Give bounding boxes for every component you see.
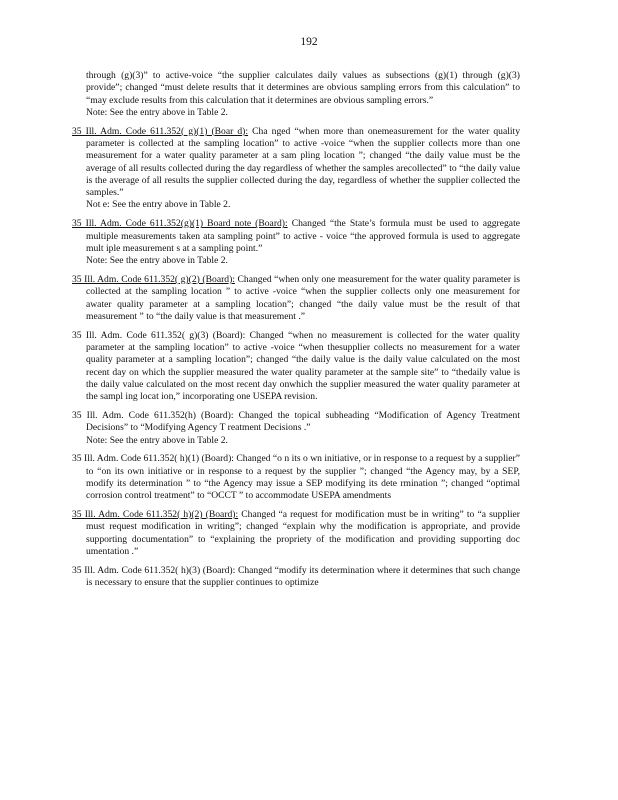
entry-611-352-g2 <box>72 274 520 323</box>
entry-note: Note: See the entry above in Table 2. <box>86 434 228 446</box>
entry-611-352-g1 <box>72 126 520 212</box>
entry-611-352-h <box>72 410 520 447</box>
entry-reference: 35 Ill. Adm. Code 611.352( h)(1) (Board): <box>72 453 234 465</box>
entry-continuation <box>72 70 520 119</box>
content <box>72 70 520 596</box>
entry-611-352-g3 <box>72 330 520 404</box>
entry-reference: 35 Ill. Adm. Code 611.352( g)(3) (Board): <box>72 329 246 341</box>
entry-text: Changed “when no measurement is collected for the water quality parameter at the sampling location” to active -voice “when thesupplier collects no measurement for a water quality parameter at a sampling location”; changed “the daily value is the daily value calculated on the most recent day on which the supplier measured the water quality parameter at the sample site” to “thedaily value is the daily value calculated on the most recent day onwhich the supplier measured the water quality parameter at the sampl ing locat ion,” incorporating one USEPA revision. <box>86 329 520 403</box>
entry-reference: 35 Ill. Adm. Code 611.352(h) (Board): <box>72 409 234 421</box>
entry-reference: 35 Ill. Adm. Code 611.352( h)(3) (Board): <box>72 564 236 576</box>
entry-text: Changed “o n its o wn initiative, or in response to a request by a supplier” to “on its own initiative or in response to a request by the supplier ”; changed “the Agency may, by a SEP, modify its determination ” to “the Agency may issue a SEP modifying its dete rmination ”; changed “optimal corrosion control treatment” to “OCCT ” to accommodate USEPA amendments <box>86 453 521 502</box>
entry-text: through (g)(3)” to active-voice “the supplier calculates daily values as subsections (g)(1) through (g)(3) provide”; changed “must delete results that it determines are obvious sampling errors from this calculation” to “may exclude results from this calculation that it determines are obvious sampling errors.” <box>86 70 520 106</box>
page-number: 192 <box>300 36 318 48</box>
entry-text: Changed “when only one measurement for the water quality parameter is collected at the sampling location ” to active -voice “when the supplier collects only one measurement for awater quality parameter at a sampling location”; changed “the daily value must be the result of that measurement ” to “the daily value is that measurement .” <box>86 273 520 322</box>
entry-text: Changed the topical subheading “Modification of Agency Treatment Decisions” to “Modifying Agency T reatment Decisions .” <box>86 409 520 434</box>
entry-611-352-h3 <box>72 565 520 590</box>
entry-note: Not e: See the entry above in Table 2. <box>86 199 231 211</box>
entry-reference: 35 Ill. Adm. Code 611.352(g)(1) Board note (Board): <box>72 218 288 230</box>
entry-611-352-h2 <box>72 509 520 558</box>
entry-reference: 35 Ill. Adm. Code 611.352( g)(1) (Boar d): <box>72 125 249 137</box>
entry-text: Changed “modify its determination where it determines that such change is necessary to ensure that the supplier continues to optimize <box>86 564 521 588</box>
entry-text: Changed “the State’s formula must be used to aggregate multiple measurements taken ata sampling point” to active - voice “the approved formula is used to aggregate mult iple measurement s at a sampling point.” <box>86 218 520 254</box>
entry-note: Note: See the entry above in Table 2. <box>86 106 228 118</box>
entry-reference: 35 Ill. Adm. Code 611.352( g)(2) (Board): <box>72 273 235 285</box>
entry-611-352-g1-board-note <box>72 218 520 267</box>
entry-reference: 35 Ill. Adm. Code 611.352( h)(2) (Board): <box>72 509 239 520</box>
entry-text: Cha nged “when more than onemeasurement for the water quality parameter is collected at the sampling location” to active -voice “when the supplier collects more than one measurement for a water quality parameter at a sam pling location ”; changed “the daily value must be the average of all results collected during the day regardless of whether the samples arecollected” to “the daily value is the average of all results the supplier collected during the day, regardless of whether the supplier collected the samples.” <box>86 125 521 199</box>
entry-611-352-h1 <box>72 453 520 502</box>
entry-text: Changed “a request for modification must be in writing” to “a supplier must request modification in writing”; changed “explain why the modification is appropriate, and provide supporting documentation” to “explaining the propriety of the modification and providing supporting doc umentation .” <box>86 509 520 557</box>
entry-note: Note: See the entry above in Table 2. <box>86 255 228 267</box>
